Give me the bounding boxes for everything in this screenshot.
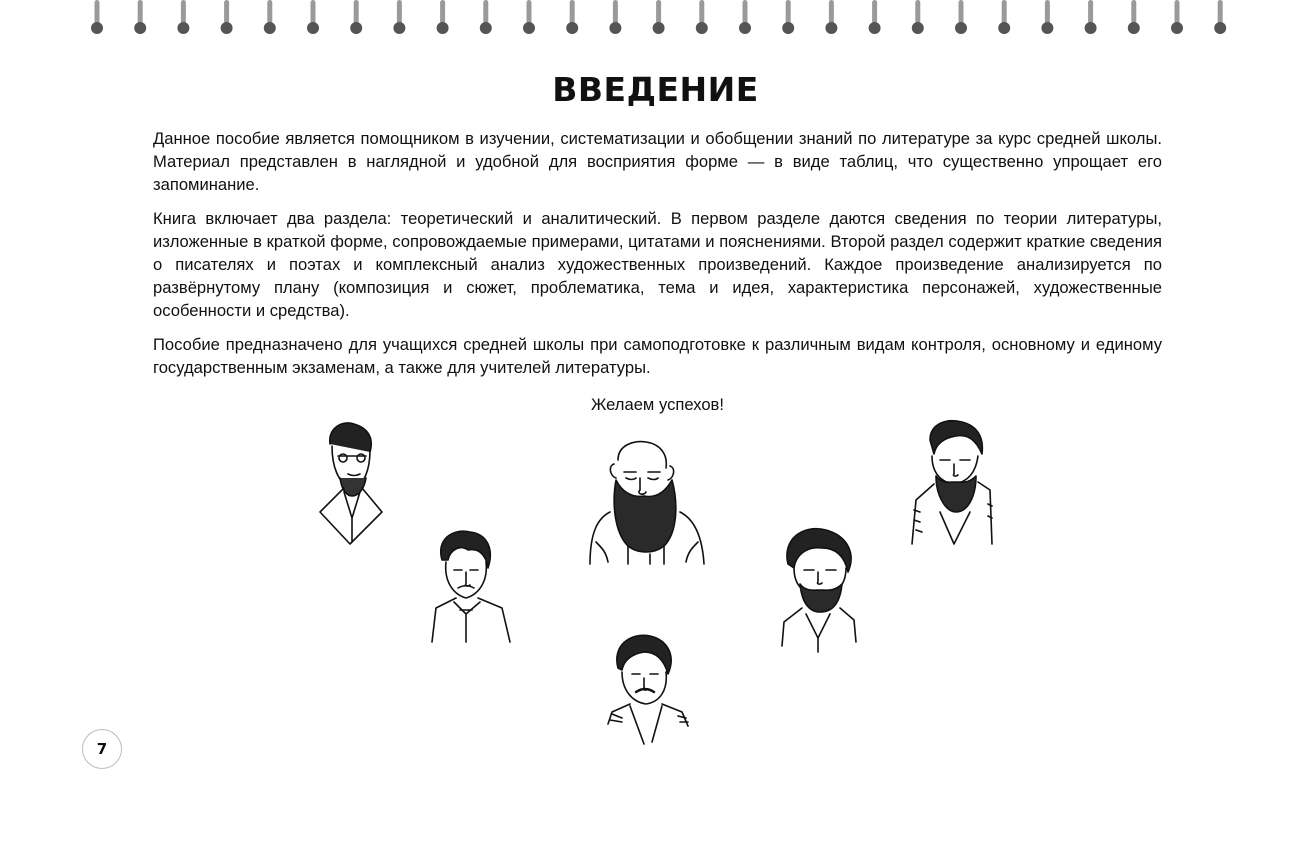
spiral-hole: [825, 22, 837, 34]
spiral-hole: [307, 22, 319, 34]
writer-portrait-tolstoy-icon: [590, 442, 704, 564]
paragraph-1: Данное пособие является помощником в изучении, систематизации и обобщении знаний по литературе за курс средней школы. Материал представлен в наглядной и удобной для восприятия форме — в виде таблиц, что существенно упрощает его запоминание.: [153, 129, 1162, 194]
paragraph-2: Книга включает два раздела: теоретический и аналитический. В первом разделе даются сведения по теории литературы, изложенные в краткой форме, сопровождаемые примерами, цитатами и пояснениями. Второй раздел содержит краткие сведения о писателях и поэтах и комплексный анализ художественных произведений. Каждое произведение анализируется по развёрнутому плану (композиция и сюжет, проблематика, тема и идея, характеристика персонажей, художественные особенности и средства).: [153, 209, 1162, 320]
spiral-hole: [1041, 22, 1053, 34]
spiral-hole: [264, 22, 276, 34]
writer-portrait-chekhov-icon: [320, 423, 382, 544]
spiral-hole: [566, 22, 578, 34]
spiral-hole: [480, 22, 492, 34]
spiral-hole: [653, 22, 665, 34]
spiral-hole: [1214, 22, 1226, 34]
spiral-hole: [134, 22, 146, 34]
spiral-hole: [912, 22, 924, 34]
writer-portrait-lermontov-icon: [608, 635, 688, 744]
spiral-hole: [609, 22, 621, 34]
spiral-hole: [869, 22, 881, 34]
spiral-hole: [998, 22, 1010, 34]
spiral-hole: [177, 22, 189, 34]
closing-wish: Желаем успехов!: [591, 395, 724, 414]
spiral-hole: [523, 22, 535, 34]
spiral-hole: [437, 22, 449, 34]
spiral-binding: [0, 0, 1311, 44]
spiral-hole: [1171, 22, 1183, 34]
spiral-hole: [393, 22, 405, 34]
paragraph-3: Пособие предназначено для учащихся средней школы при самоподготовке к различным видам контроля, основному и единому государственным экзаменам, а также для учителей литературы.: [153, 335, 1162, 377]
spiral-hole: [1128, 22, 1140, 34]
writer-portrait-turgenev-icon: [782, 529, 856, 652]
page-number: 7: [82, 729, 122, 769]
spiral-hole: [350, 22, 362, 34]
spiral-hole: [696, 22, 708, 34]
spiral-hole: [955, 22, 967, 34]
intro-text: [153, 127, 1162, 427]
spiral-hole: [91, 22, 103, 34]
spiral-hole: [221, 22, 233, 34]
spiral-hole: [782, 22, 794, 34]
page-title: ВВЕДЕНИЕ: [552, 70, 759, 109]
spiral-hole: [739, 22, 751, 34]
writer-portrait-gogol-icon: [432, 531, 510, 642]
spiral-hole: [1085, 22, 1097, 34]
writer-portrait-dostoevsky-icon: [912, 421, 992, 544]
